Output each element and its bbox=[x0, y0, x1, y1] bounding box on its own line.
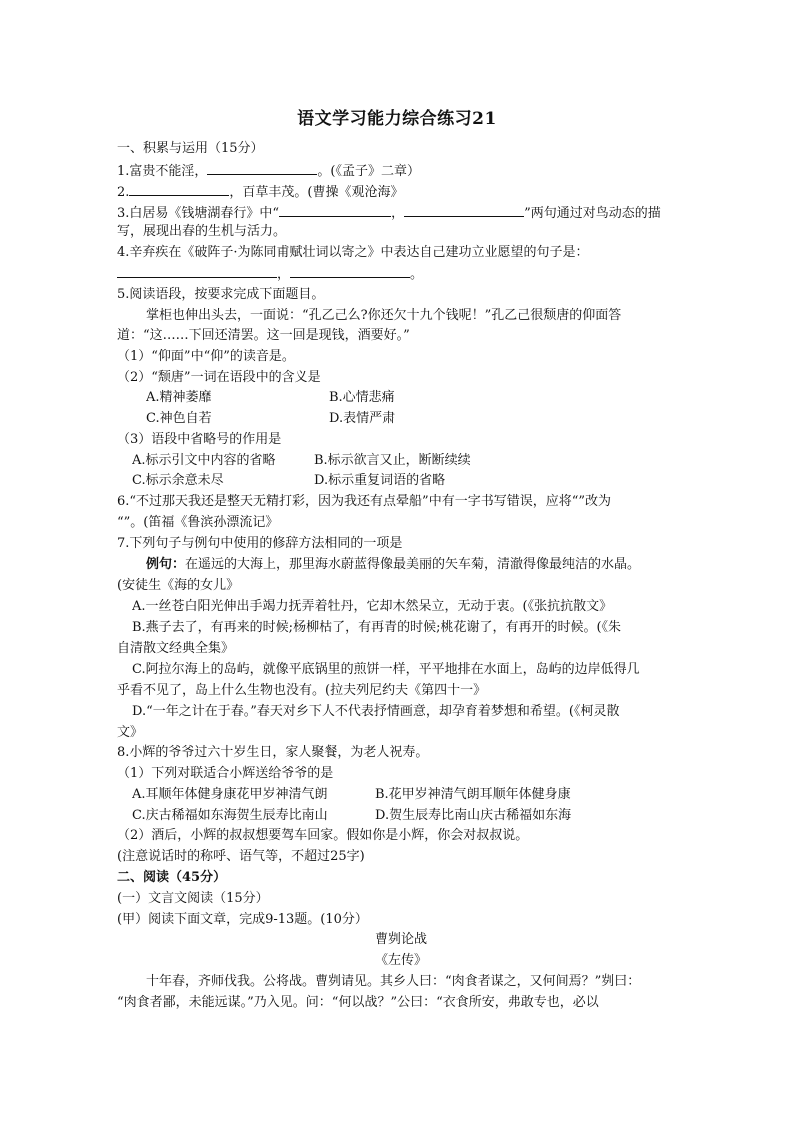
sub-question: （1）下列对联适合小辉送给爷爷的是 bbox=[117, 766, 334, 781]
question-7-intro: 7.下列句子与例句中使用的修辞方法相同的一项是 bbox=[117, 536, 403, 551]
option-row bbox=[132, 452, 700, 470]
subsection-heading: (甲）阅读下面文章，完成9-13题。(10分） bbox=[117, 912, 368, 927]
option-d[interactable]: D.贺生辰寿比南山庆古稀福如东海 bbox=[375, 808, 572, 823]
question-text: 1.富贵不能淫， bbox=[117, 164, 208, 179]
answer-blank[interactable] bbox=[117, 264, 277, 278]
option-b[interactable]: B.燕子去了，有再来的时候;杨柳枯了，有再青的时候;桃花谢了，有再开的时候。(《朱 bbox=[132, 620, 622, 635]
essay-source: 《左传》 bbox=[374, 953, 427, 968]
subsection-heading: (一）文言文阅读（15分） bbox=[117, 891, 269, 906]
option-row bbox=[132, 786, 700, 804]
section-heading: 一、积累与运用（15分） bbox=[117, 141, 264, 156]
page-title: 语文学习能力综合练习21 bbox=[297, 109, 497, 129]
sub-question: （1）“仰面”中“仰”的读音是。 bbox=[117, 349, 295, 364]
option-b[interactable]: B.标示欲言又止，断断续续 bbox=[314, 453, 471, 468]
essay-paragraph: “肉食者鄙，未能远谋。”乃入见。问：“何以战？”公曰：“衣食所安，弗敢专也，必以 bbox=[117, 995, 599, 1010]
option-row bbox=[132, 472, 700, 490]
question-text: 。 bbox=[410, 267, 424, 282]
answer-blank[interactable] bbox=[404, 203, 524, 217]
answer-blank[interactable] bbox=[279, 203, 391, 217]
example-text: 在遥远的大海上，那里海水蔚蓝得像最美丽的矢车菊，清澈得像最纯洁的水晶。 bbox=[185, 557, 641, 572]
option-a[interactable]: A.精神萎靡 bbox=[146, 390, 212, 405]
question-6-line2: “”。(笛福《鲁滨孙漂流记》 bbox=[117, 515, 279, 530]
option-b[interactable]: B.花甲岁神清气朗耳顺年体健身康 bbox=[375, 787, 571, 802]
answer-blank[interactable] bbox=[129, 182, 229, 196]
option-a[interactable]: A.一丝苍白阳光伸出手竭力抚弄着牡丹，它却木然呆立，无动于衷。(《张抗抗散文》 bbox=[132, 599, 613, 614]
section-heading: 二、阅读（45分） bbox=[117, 870, 227, 885]
question-text: ”两句通过对鸟动态的描 bbox=[524, 206, 661, 221]
option-c-cont: 乎看不见了，岛上什么生物也没有。(拉夫列尼约夫《第四十一》 bbox=[117, 683, 487, 698]
answer-blank[interactable] bbox=[290, 264, 410, 278]
answer-blank[interactable] bbox=[207, 161, 317, 175]
question-4: 4.辛弃疾在《破阵子·为陈同甫赋壮词以寄之》中表达自己建功立业愿望的句子是： bbox=[117, 245, 589, 260]
option-c[interactable]: C.阿拉尔海上的岛屿，就像平底锅里的煎饼一样，平平地排在水面上，岛屿的边岸低得几 bbox=[132, 662, 640, 677]
option-b[interactable]: B.心情悲痛 bbox=[329, 390, 395, 405]
sub-question: （3）语段中省略号的作用是 bbox=[117, 432, 282, 447]
example-label: 例句： bbox=[146, 557, 186, 572]
passage-line: 道：“这……下回还清罢。这一回是现钱，酒要好。” bbox=[117, 328, 410, 343]
note: (注意说话时的称呼、语气等，不超过25字) bbox=[117, 849, 365, 864]
option-c[interactable]: C.庆古稀福如东海贺生辰寿比南山 bbox=[132, 808, 328, 823]
question-8-intro: 8.小辉的爷爷过六十岁生日，家人聚餐，为老人祝寿。 bbox=[117, 745, 429, 760]
question-text: ， bbox=[277, 267, 291, 282]
question-4-blanks bbox=[117, 264, 685, 284]
option-d-cont: 文》 bbox=[117, 725, 144, 740]
question-6: 6.“不过那天我还是整天无精打彩，因为我还有点晕船”中有一字书写错误，应将“”改为 bbox=[117, 494, 611, 509]
essay-title: 曹刿论战 bbox=[374, 932, 427, 947]
example-sentence bbox=[146, 556, 714, 574]
sub-question: （2）酒后，小辉的叔叔想要驾车回家。假如你是小辉，你会对叔叔说。 bbox=[117, 828, 529, 843]
option-b-cont: 自清散文经典全集》 bbox=[117, 641, 235, 656]
question-5-intro: 5.阅读语段，按要求完成下面题目。 bbox=[117, 287, 325, 302]
question-text: ，百草丰茂。(曹操《观沧海》 bbox=[229, 185, 404, 200]
option-d[interactable]: D.表情严肃 bbox=[329, 411, 396, 426]
question-2 bbox=[117, 182, 685, 202]
question-1 bbox=[117, 161, 685, 181]
option-row bbox=[146, 410, 714, 428]
question-3-line2: 写，展现出春的生机与活力。 bbox=[117, 224, 287, 239]
example-source: (安徒生《海的女儿》 bbox=[117, 578, 240, 593]
essay-paragraph: 十年春，齐师伐我。公将战。曹刿请见。其乡人曰：“肉食者谋之，又何间焉？”刿曰： bbox=[146, 974, 641, 989]
question-text: 2. bbox=[117, 185, 130, 200]
option-d[interactable]: D.标示重复词语的省略 bbox=[314, 473, 446, 488]
option-d[interactable]: D.“一年之计在于春。”春天对乡下人不代表抒情画意，却孕育着梦想和希望。(《柯灵散 bbox=[132, 704, 620, 719]
question-text: 3.白居易《钱塘湖春行》中“ bbox=[117, 206, 280, 221]
question-3 bbox=[117, 203, 685, 223]
option-row bbox=[146, 389, 714, 407]
sub-question: （2）“颓唐”一词在语段中的含义是 bbox=[117, 370, 321, 385]
option-c[interactable]: C.标示余意未尽 bbox=[132, 473, 224, 488]
passage-line: 掌柜也伸出头去，一面说：“孔乙己么?你还欠十九个钱呢！”孔乙己很颓唐的仰面答 bbox=[146, 308, 622, 323]
option-a[interactable]: A.耳顺年体健身康花甲岁神清气朗 bbox=[132, 787, 328, 802]
option-row bbox=[132, 807, 700, 825]
option-a[interactable]: A.标示引文中内容的省略 bbox=[132, 453, 276, 468]
option-c[interactable]: C.神色自若 bbox=[146, 411, 212, 426]
question-text: 。(《孟子》二章） bbox=[317, 164, 420, 179]
question-text: ， bbox=[391, 206, 405, 221]
